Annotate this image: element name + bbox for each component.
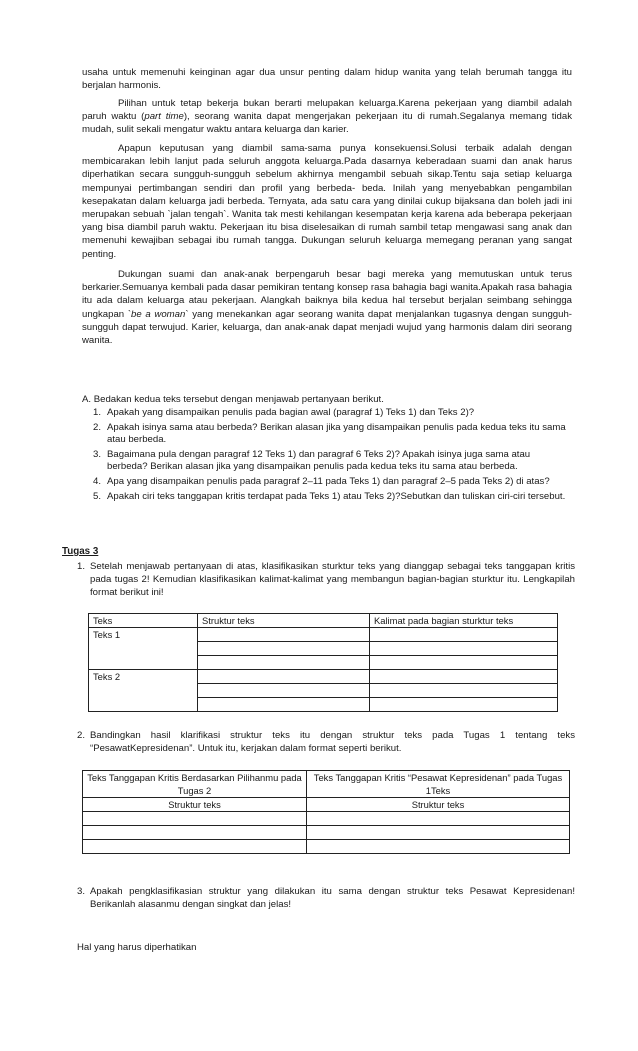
question-number: 3. <box>93 448 102 460</box>
table-header-cell: Struktur teks <box>198 614 370 628</box>
table-row <box>83 826 570 840</box>
table-cell[interactable] <box>370 656 558 670</box>
table-row-label: Teks 1 <box>89 628 198 670</box>
table-cell[interactable] <box>307 826 570 840</box>
table-cell[interactable] <box>198 628 370 642</box>
question-number: 4. <box>93 475 102 487</box>
question-item <box>93 407 573 420</box>
question-item <box>93 491 573 504</box>
structure-table-1 <box>88 613 558 712</box>
table-cell[interactable] <box>83 826 307 840</box>
table-cell[interactable] <box>370 670 558 684</box>
table-header-row <box>83 771 570 798</box>
table-cell[interactable] <box>370 642 558 656</box>
table-header-row <box>89 614 558 628</box>
task-1 <box>77 560 575 600</box>
table-row <box>89 670 558 684</box>
table-subheader-row <box>83 798 570 812</box>
question-text: Bagaimana pula dengan paragraf 12 Teks 1) dan paragraf 6 Teks 2)? Apakah isinya juga sama atau berbeda? Berikan alasan jika yang disampaikan penulis pada kedua teks itu sama atau berbeda. <box>107 448 531 473</box>
task-1-number: 1. <box>77 561 86 572</box>
question-number: 2. <box>93 421 102 433</box>
task-2-number: 2. <box>77 730 86 741</box>
question-text: Apakah ciri teks tanggapan kritis terdapat pada Teks 1) atau Teks 2)?Sebutkan dan tuliskan ciri-ciri tersebut. <box>107 490 566 502</box>
table-row-label: Teks 2 <box>89 670 198 712</box>
table-cell[interactable] <box>198 698 370 712</box>
paragraph-2-italic: part time <box>144 111 184 123</box>
table-header-cell: Teks Tanggapan Kritis “Pesawat Kepresidenan” pada Tugas 1Teks <box>307 771 570 798</box>
task-2-text: Bandingkan hasil klarifikasi struktur teks itu dengan struktur teks pada Tugas 1 tentang teks “PesawatKepresidenan”. Untuk itu, kerjakan dalam format seperti berikut. <box>90 730 575 755</box>
table-cell[interactable] <box>198 670 370 684</box>
passage-paragraph-4 <box>82 268 572 347</box>
question-text: Apa yang disampaikan penulis pada paragraf 2–11 pada Teks 1) dan paragraf 2–5 pada Teks 2) di atas? <box>107 475 550 487</box>
paragraph-2-text-b: ), seorang wanita dapat mengerjakan pekerjaan itu di rumah.Segalanya memang tidak mudah, sulit sekali mengatur waktu antara keluarga dan karier. <box>82 111 572 136</box>
question-item <box>93 422 573 447</box>
table-header-cell: Kalimat pada bagian sturktur teks <box>370 614 558 628</box>
table-row <box>89 628 558 642</box>
question-item <box>93 476 573 489</box>
passage-paragraph-2 <box>82 97 572 137</box>
paragraph-4-italic: be a woman <box>131 308 186 320</box>
question-number: 1. <box>93 407 102 418</box>
question-text: Apakah yang disampaikan penulis pada bagian awal (paragraf 1) Teks 1) dan Teks 2)? <box>107 407 475 418</box>
table-cell[interactable] <box>198 684 370 698</box>
question-item <box>93 449 573 474</box>
table-cell[interactable] <box>83 812 307 826</box>
table-cell[interactable] <box>198 642 370 656</box>
task-3-number: 3. <box>77 886 86 897</box>
paragraph-4-text-a: Dukungan suami dan anak-anak berpengaruh besar bagi mereka yang memutuskan untuk terus berkarier.Semuanya kembali pada dasar pemikiran tentang konsep rasa bahagia bagi wanita.Apakah rasa bahagia itu ada dalam keluarga atau pekerjaan. Alangkah baiknya bila kedua hal tersebut berjalan seimbang sehingga ungkapan ` <box>82 269 572 320</box>
paragraph-4-text-b: ` yang menekankan agar seorang wanita dapat menjalankan tugasnya dengan sungguh-sungguh dapat terwujud. Karier, keluarga, dan anak-anak dapat menjadi wujud yang harmonis dalam diri seorang wanita. <box>82 308 573 347</box>
task-1-text: Setelah menjawab pertanyaan di atas, klasifikasikan sturktur teks yang dianggap sebagai teks tanggapan kritis pada tugas 2! Kemudian klasifikasikan kalimat-kalimat yang membangun bagian-bagian sturktur itu. Lengkapilah format berikut ini! <box>90 561 575 599</box>
passage-paragraph-1: usaha untuk memenuhi keinginan agar dua unsur penting dalam hidup wanita yang telah berumah tangga itu berjalan harmonis. <box>82 67 572 92</box>
table-header-cell: Teks Tanggapan Kritis Berdasarkan Pilihanmu pada Tugas 2 <box>83 771 307 798</box>
question-list <box>93 407 573 505</box>
question-text: Apakah isinya sama atau berbeda? Berikan alasan jika yang disampaikan penulis pada kedua teks itu sama atau berbeda. <box>107 421 566 446</box>
table-cell[interactable] <box>370 628 558 642</box>
table-cell[interactable] <box>307 812 570 826</box>
table-cell[interactable] <box>307 840 570 854</box>
table-cell[interactable] <box>198 656 370 670</box>
passage-paragraph-3: Apapun keputusan yang diambil sama-sama punya konsekuensi.Solusi terbaik adalah dengan membicarakan lebih lanjut pada seluruh anggota keluarga.Pada dasarnya keberadaan suami dan anak harus diperhatikan secara sungguh-sungguh sebelum akhirnya mengambil sebuah sikap.Tentu saja setiap keluarga mempunyai pertimbangan sendiri dan profil yang berbeda- beda. Inilah yang menyebabkan pengambilan kesepakatan dalam keluarga jadi berbeda. Ternyata, ada satu cara yang dinilai cukup bijaksana dan boleh jadi ini merupakan sebuah `jalan tengah`. Wanita tak mesti kehilangan kesempatan kerja karena ada beberapa pekerjaan yang bisa diambil paruh waktu. Pekerjaan itu bisa diselesaikan di rumah sambil tetap mengawasi sang anak dan memenuhi kewajiban sebagai ibu rumah tangga. Dukungan seluruh keluarga memegang peranan yang sangat penting. <box>82 143 572 260</box>
task-2 <box>77 729 575 755</box>
table-header-cell: Teks <box>89 614 198 628</box>
table-subheader-cell: Struktur teks <box>83 798 307 812</box>
task-3-text: Apakah pengklasifikasian struktur yang dilakukan itu sama dengan struktur teks Pesawat Kepresidenan! Berikanlah alasanmu dengan singkat dan jelas! <box>90 886 575 911</box>
comparison-table <box>82 770 570 854</box>
table-row <box>83 812 570 826</box>
table-cell[interactable] <box>370 698 558 712</box>
footer-note: Hal yang harus diperhatikan <box>77 942 197 953</box>
section-a-heading: A. Bedakan kedua teks tersebut dengan menjawab pertanyaan berikut. <box>82 394 384 405</box>
tugas-3-title: Tugas 3 <box>62 546 99 557</box>
question-number: 5. <box>93 490 102 502</box>
table-subheader-cell: Struktur teks <box>307 798 570 812</box>
paragraph-2-text-a: Pilihan untuk tetap bekerja bukan berarti melupakan keluarga.Karena pekerjaan yang diambil adalah paruh waktu ( <box>82 98 572 123</box>
task-3 <box>77 885 575 911</box>
table-row <box>83 840 570 854</box>
table-cell[interactable] <box>83 840 307 854</box>
table-cell[interactable] <box>370 684 558 698</box>
